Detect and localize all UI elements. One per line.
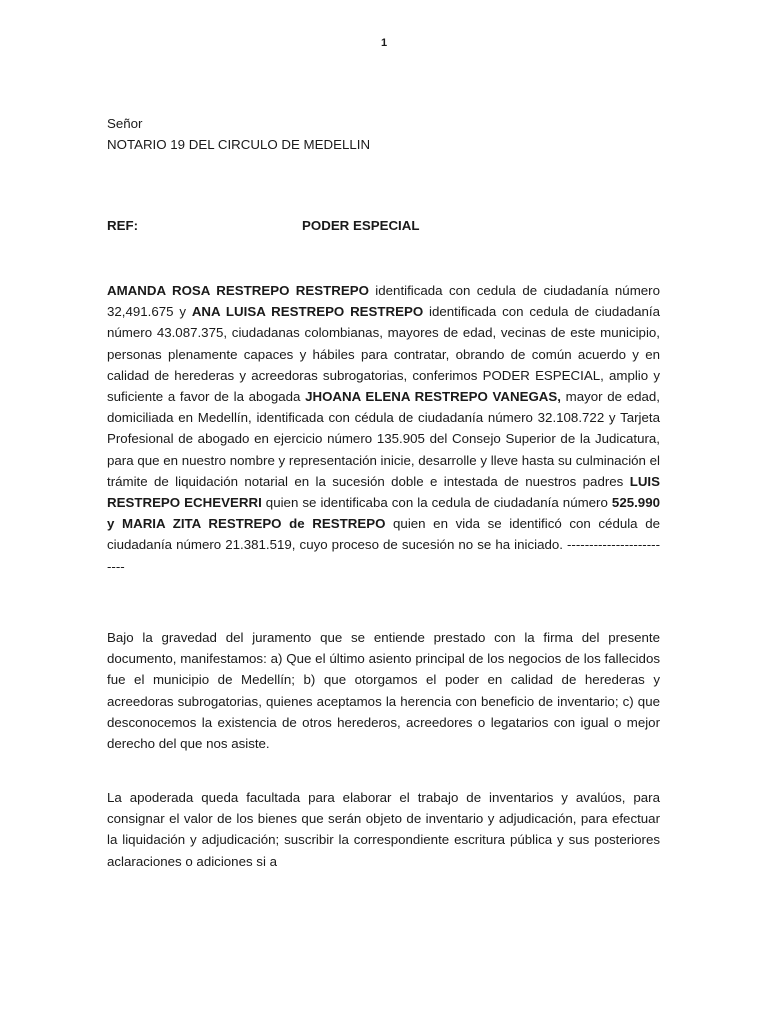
grantor-name-2: ANA LUISA RESTREPO RESTREPO	[191, 304, 424, 320]
paragraph-text: identificada con cedula de ciudadanía número 43.087.375, ciudadanas colombianas, mayores de edad, vecinas de este municipio, personas plenamente capaces y hábiles para contratar, obrando de común acuerdo y en calidad de herederas y acreedoras subrogatorias, conferimos PODER ESPECIAL, amplio y suficiente a favor de la abogada	[107, 304, 660, 405]
mother-name: 525.990 y MARIA ZITA RESTREPO de RESTREPO	[107, 495, 660, 532]
paragraph-text: identificada con cedula de ciudadanía número 32,491.675 y	[107, 283, 660, 320]
paragraph-grant-of-power	[107, 280, 660, 577]
father-name: LUIS RESTREPO ECHEVERRI	[107, 473, 660, 511]
paragraph-text: mayor de edad, domiciliada en Medellín, identificada con cédula de ciudadanía número 32.108.722 y Tarjeta Profesional de abogado en ejercicio número 135.905 del Consejo Superior de la Judicatura, para que en nuestro nombre y representación inicie, desarrolle y lleve hasta su culminación el trámite de liquidación notarial en la sucesión doble e intestada de nuestros padres	[107, 389, 661, 489]
ref-title: PODER ESPECIAL	[302, 218, 420, 233]
paragraph-text: quien se identificaba con la cedula de ciudadanía número	[261, 495, 612, 511]
paragraph-oath: Bajo la gravedad del juramento que se entiende prestado con la firma del presente documento, manifestamos: a) Que el último asiento principal de los negocios de los fallecidos fue el municipio de Medellín; b) que otorgamos el poder en calidad de herederas y acreedoras subrogatorias, quienes aceptamos la herencia con beneficio de inventario; c) que desconocemos la existencia de otros herederos, acreedores o legatarios con igual o mejor derecho del que nos asiste.	[107, 630, 660, 752]
attorney-name: JHOANA ELENA RESTREPO VANEGAS,	[305, 389, 561, 405]
grantor-name-1: AMANDA ROSA RESTREPO RESTREPO	[107, 283, 369, 298]
page-number: 1	[380, 37, 388, 49]
ref-label: REF:	[107, 218, 139, 233]
salutation-recipient: NOTARIO 19 DEL CIRCULO DE MEDELLIN	[107, 137, 371, 152]
salutation-greeting: Señor	[107, 116, 143, 131]
paragraph-powers: La apoderada queda facultada para elaborar el trabajo de inventarios y avalúos, para consignar el valor de los bienes que serán objeto de inventario y adjudicación, para efectuar la liquidación y adjudicación; suscribir la correspondiente escritura pública y sus posteriores aclaraciones o adiciones si a	[107, 790, 660, 869]
salutation	[107, 113, 370, 155]
paragraph-text: quien en vida se identificó con cédula de ciudadanía número 21.381.519, cuyo proceso de sucesión no se ha iniciado. -------------------------	[107, 516, 660, 574]
